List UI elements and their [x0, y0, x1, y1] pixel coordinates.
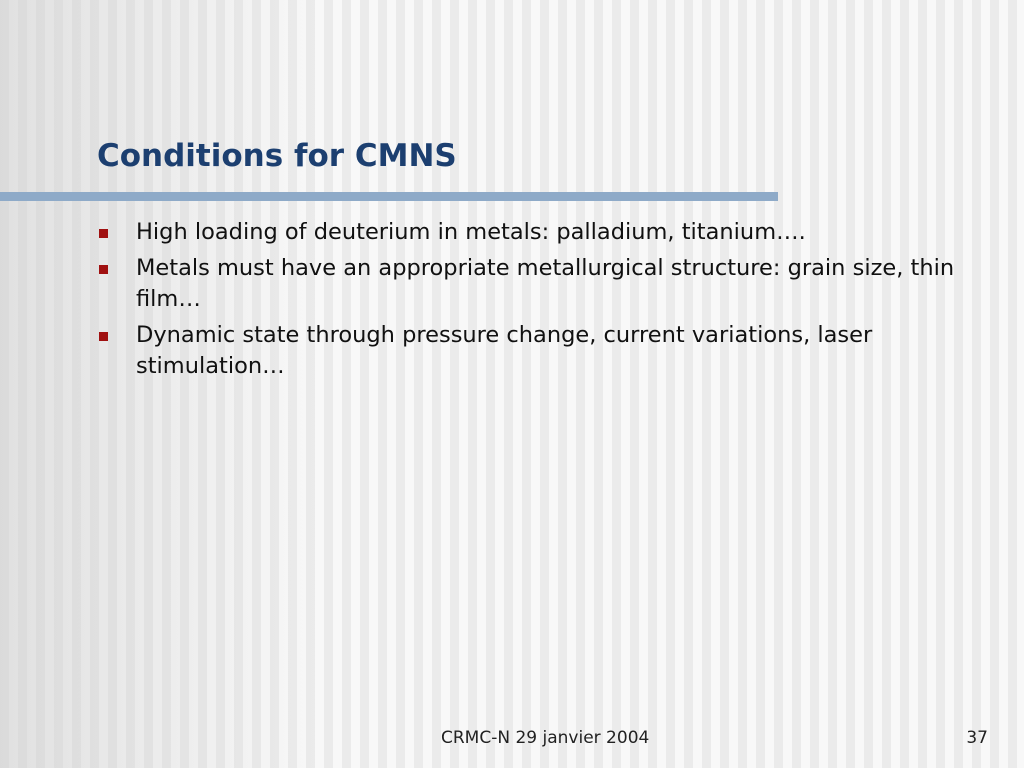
square-bullet-icon — [99, 332, 108, 341]
bullet-list — [97, 217, 987, 387]
page-number: 37 — [966, 728, 988, 748]
bullet-text: Metals must have an appropriate metallurgical structure: grain size, thin film… — [136, 255, 955, 312]
square-bullet-icon — [99, 229, 108, 238]
square-bullet-icon — [99, 265, 108, 274]
bullet-text: Dynamic state through pressure change, current variations, laser stimulation… — [136, 322, 873, 379]
bullet-item — [97, 320, 987, 382]
title-underline — [0, 192, 778, 201]
slide-title: Conditions for CMNS — [97, 138, 457, 174]
bullet-text: High loading of deuterium in metals: palladium, titanium…. — [136, 219, 806, 245]
footer-text: CRMC-N 29 janvier 2004 — [441, 728, 650, 748]
bullet-item — [97, 253, 987, 315]
bullet-item — [97, 217, 987, 248]
